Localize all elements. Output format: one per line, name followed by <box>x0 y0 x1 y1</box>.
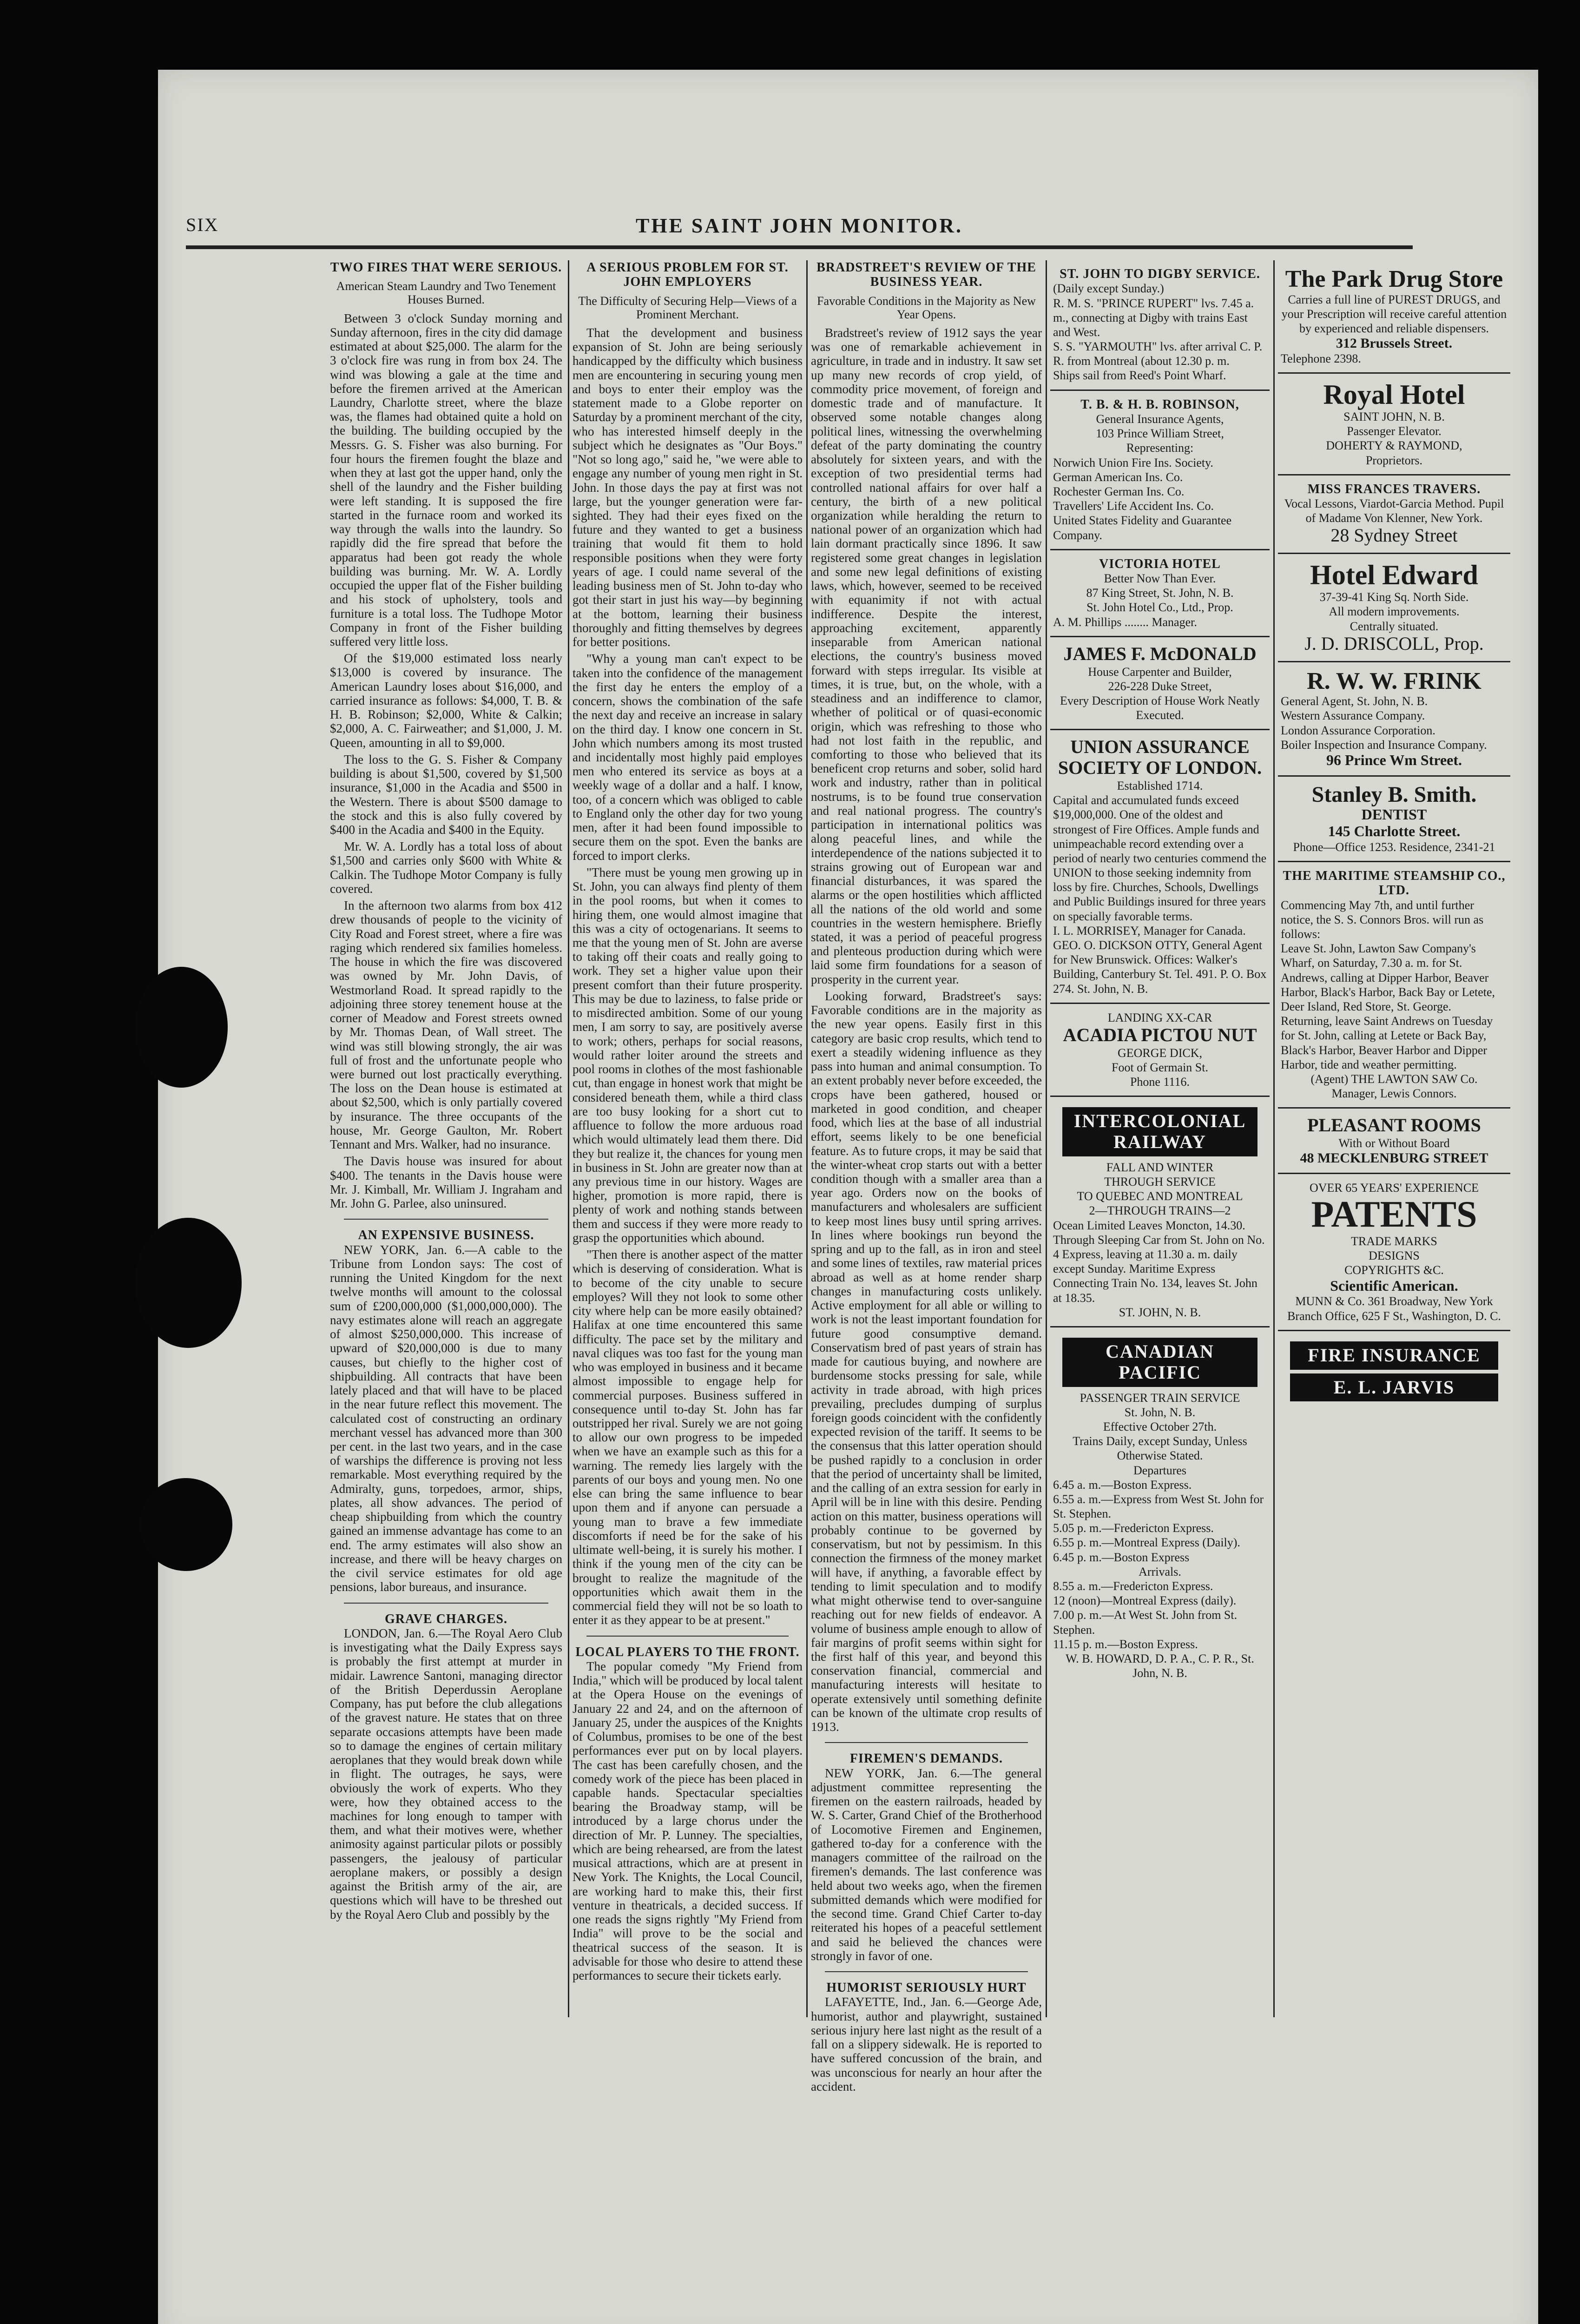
column-5 <box>1278 260 1510 2022</box>
ad-union-assurance <box>1050 730 1270 1004</box>
ad-line: Rochester German Ins. Co. <box>1053 484 1185 498</box>
ad-title: UNION ASSURANCE SOCIETY OF LONDON. <box>1058 736 1262 779</box>
ad-title: MISS FRANCES TRAVERS. <box>1307 482 1481 496</box>
ad-hotel-edward <box>1278 554 1510 662</box>
ad-line: Ocean Limited Leaves Moncton, 14.30. <box>1053 1218 1245 1232</box>
ad-line: Leave St. John, Lawton Saw Company's Wharf, on Saturday, 7.30 a. m. for St. Andrews, calling at Dipper Harbor, Beaver Harbor, Black's Harbor, Back Bay or Letete, Deer Island, Red Store, St. George. <box>1281 942 1495 1014</box>
ad-line: 103 Prince William Street, <box>1096 427 1224 441</box>
column-3 <box>811 260 1042 2093</box>
ad-line: Connecting Train No. 134, leaves St. John at 18.35. <box>1053 1276 1257 1305</box>
ad-line: Every Description of House Work Neatly Executed. <box>1060 694 1260 722</box>
ad-park-drug-store <box>1278 260 1510 374</box>
ad-fire-insurance <box>1278 1331 1510 1412</box>
ad-line: St. John Hotel Co., Ltd., Prop. <box>1086 601 1233 614</box>
masthead-rule <box>186 245 1413 249</box>
ad-line: Better Now Than Ever. <box>1104 572 1216 586</box>
ad-line: German American Ins. Co. <box>1053 470 1183 484</box>
ad-line: 226-228 Duke Street, <box>1108 679 1212 693</box>
article-paragraph: NEW YORK, Jan. 6.—A cable to the Tribune from London says: The cost of running the United Kingdom for the next twelve months will amount to the colossal sum of £200,000,000 ($1,000,000,000). The navy estimates alone will reach an aggregate of almost $250,000,000. This increase of upward of $20,000,000 is due to many causes, but chiefly to the higher cost of shipbuilding. All contracts that have been lately placed and that will have to be placed in the near future reflect this movement. The calculated cost of constructing an ordinary merchant vessel has advanced more than 300 per cent. in the last two years, and in the case of warships the difference is proving not less remarkable. Most everything required by the Admiralty, guns, torpedoes, armor, ships, plates, all show advances. The period of cheap shipbuilding from which the country gained an immense advantage has come to an end. The army estimates will also show an increase, and there will be heavy charges on the civil service estimates for old age pensions, labor bureaus, and insurance. <box>330 1242 562 1594</box>
article-paragraph: "Then there is another aspect of the matter which is deserving of consideration. What is to become of the city unable to secure employes? Will they not look to some other city where help can be more easily obtained? Halifax at one time encountered this same difficulty. The pace set by the military and naval cliques was too fast for the young man who was employed in business and it became almost impossible to engage help for commercial purposes. Business suffered in consequence until to-day St. John has far outstripped her rival. Surely we are not going to allow our own progress to be impeded when we have an example such as this for a warning. The remedy lies largely with the parents of our boys and young men. No one else can bring the same influence to bear upon them and if anyone can persuade a young man to brave a few immediate discomforts if need be for the sake of his ultimate well-being, it is surely his mother. I think if the young men of the city can be brought to realize the magnitude of the opportunities which await them in the commercial field they will not be so loath to enter it as they appear to be at present." <box>573 1248 803 1627</box>
ad-frink <box>1278 662 1510 777</box>
ad-line: Returning, leave Saint Andrews on Tuesday for St. John, calling at Letete or Back Bay, Black's Harbor, Beaver Harbor and Dipper Harbor, tide and weather permitting. <box>1281 1014 1493 1071</box>
article-paragraph: The popular comedy "My Friend from India," which will be produced by local talent at the Opera House on the evenings of January 22 and 24, and on the afternoon of January 25, under the auspices of the Knights of Columbus, promises to be one of the best performances ever put on by local players. The cast has been carefully chosen, and the comedy work of the piece has been placed in capable hands. Spectacular specialties bearing the Broadway stamp, will be introduced by a large chorus under the direction of Mr. P. Lunney. The specialties, which are being rehearsed, are from the latest musical attractions, which are at present in New York. The Knights, the Local Council, are working hard to make this, their first venture in theatricals, a decided success. If one reads the signs rightly "My Friend from India" will prove to be the social and theatrical success of the season. It is advisable for those who desire to attend these performances to secure their tickets early. <box>573 1659 803 1983</box>
ad-line: 37-39-41 King Sq. North Side. <box>1319 590 1469 604</box>
article-paragraph: That the development and business expansion of St. John are being seriously handicapped by the difficulty which business men are encountering in securing young men and boys to enter their employ was the statement made to a Globe reporter on Saturday by a prominent merchant of the city, who has interested himself deeply in the subject which he designates as "Our Boys." "Not so long ago," said he, "we were able to engage any number of young men right in St. John. In those days the pay at first was not large, but the younger generation were far-sighted. They had their eyes fixed on the future and they wanted to get a business training that would fit them to hold responsible positions when they were forty years of age. I could name several of the leading business men of St. John to-day who got their start in just his way—by beginning at the bottom, learning their business thoroughly and fitting themselves by degrees for better positions. <box>573 325 803 649</box>
headline: FIREMEN'S DEMANDS. <box>849 1751 1003 1766</box>
ad-line: I. L. MORRISEY, Manager for Canada. <box>1053 924 1246 938</box>
article-paragraph: NEW YORK, Jan. 6.—The general adjustment committee representing the firemen on the eastern railroads, headed by W. S. Carter, Grand Chief of the Brotherhood of Locomotive Firemen and Enginemen, gathered to-day for a conference with the managers committee of the railroad on the firemen's demands. The last conference was held about two weeks ago, when the firemen submitted demands which were modified for the second time. Grand Chief Carter to-day reiterated his hopes of a peaceful settlement and said he believed the chances were strongly in favor of one. <box>811 1766 1042 1963</box>
ad-line: Commencing May 7th, and until further notice, the S. S. Connors Bros. will run as follows: <box>1281 898 1484 941</box>
ad-line: Ships sail from Reed's Point Wharf. <box>1053 369 1226 383</box>
ad-line: Through Sleeping Car from St. John on No. 4 Express, leaving at 11.30 a. m. daily except Sunday. Maritime Express <box>1053 1233 1265 1276</box>
ad-title: R. W. W. FRINK <box>1307 667 1481 694</box>
headline: A SERIOUS PROBLEM FOR ST. JOHN EMPLOYERS <box>586 260 789 290</box>
ad-title: The Park Drug Store <box>1285 266 1503 292</box>
ad-line: Effective October 27th. <box>1103 1419 1217 1433</box>
ad-line: SAINT JOHN, N. B. <box>1343 409 1445 423</box>
ad-title: T. B. & H. B. ROBINSON, <box>1080 397 1239 412</box>
ad-line: GEO. O. DICKSON OTTY, General Agent for New Brunswick. Offices: Walker's Building, Canterbury St. Tel. 491. P. O. Box 274. St. John, N. B. <box>1053 938 1267 996</box>
ad-line: Centrally situated. <box>1350 619 1439 633</box>
article-paragraph: LAFAYETTE, Ind., Jan. 6.—George Ade, humorist, author and playwright, sustained serious injury here last night as the result of a fall on a slippery sidewalk. He is reported to have suffered concussion of the brain, and was unconscious for nearly an hour after the accident. <box>811 1995 1042 2093</box>
article-paragraph: LONDON, Jan. 6.—The Royal Aero Club is investigating what the Daily Express says is probably the first attempt at murder in midair. Lawrence Santoni, managing director of the British Deperdussin Aeroplane Company, has put before the club allegations of the gravest nature. He states that on three separate occasions attempts have been made so to damage the engines of certain military aeroplanes that they would break down while in flight. The outrages, he says, were obviously the work of experts. Who they were, how they obtained access to the machines for long enough to tamper with them, and what their motives were, whether animosity against particular pilots or possibly passengers, the jealousy of particular aeroplane makers, or possibly a design against the British army of the air, are questions which will have to be threshed out by the Royal Aero Club and possibly by the <box>330 1626 562 1921</box>
divider <box>825 1971 1028 1972</box>
ad-mcdonald <box>1050 637 1270 731</box>
ad-line: Departures <box>1133 1463 1187 1477</box>
railway-logo: INTERCOLONIAL RAILWAY <box>1062 1107 1257 1156</box>
ad-victoria-hotel <box>1050 550 1270 637</box>
ad-line: 2—THROUGH TRAINS—2 <box>1089 1204 1231 1218</box>
ad-intercolonial <box>1050 1097 1270 1327</box>
ad-line: S. S. "YARMOUTH" lvs. after arrival C. P. R. from Montreal (about 12.30 p. m. <box>1053 340 1263 368</box>
page-damage <box>135 1218 242 1348</box>
ad-robinson <box>1050 391 1270 550</box>
ad-stanley-smith <box>1278 777 1510 862</box>
ad-line: All modern improvements. <box>1329 605 1460 619</box>
ad-royal-hotel <box>1278 374 1510 475</box>
ad-acadia-coal <box>1050 1004 1270 1097</box>
ad-line: DOHERTY & RAYMOND, <box>1326 439 1462 453</box>
column-4 <box>1050 260 1270 2022</box>
ad-line: Passenger Elevator. <box>1347 424 1442 438</box>
ad-line: W. B. HOWARD, D. P. A., C. P. R., St. John, N. B. <box>1066 1651 1254 1680</box>
ad-line: United States Fidelity and Guarantee Company. <box>1053 514 1232 542</box>
ad-line: 7.00 p. m.—At West St. John from St. Stephen. <box>1053 1608 1238 1637</box>
ad-line: 6.55 a. m.—Express from West St. John for St. Stephen. <box>1053 1492 1264 1521</box>
ad-line: 6.45 p. m.—Boston Express <box>1053 1550 1190 1564</box>
ad-line: St. John, N. B. <box>1124 1405 1196 1419</box>
ad-line: Phone 1116. <box>1130 1075 1190 1089</box>
subhead: The Difficulty of Securing Help—Views of a Prominent Merchant. <box>578 294 797 321</box>
ad-line: R. M. S. "PRINCE RUPERT" lvs. 7.45 a. m., connecting at Digby with trains East and West. <box>1053 296 1254 339</box>
ad-line: FALL AND WINTER <box>1106 1160 1214 1174</box>
page-number: SIX <box>186 214 219 235</box>
ad-line: 11.15 p. m.—Boston Express. <box>1053 1637 1198 1651</box>
ad-line: 312 Brussels Street. <box>1336 336 1453 351</box>
ad-line: COPYRIGHTS &C. <box>1344 1263 1444 1277</box>
ad-patents <box>1278 1174 1510 1331</box>
column-1 <box>330 260 562 2022</box>
headline: GRAVE CHARGES. <box>385 1611 507 1626</box>
ad-line: Western Assurance Company. <box>1281 709 1425 723</box>
column-rule <box>1273 260 1275 2017</box>
ad-title: VICTORIA HOTEL <box>1099 556 1221 571</box>
ad-line: 12 (noon)—Montreal Express (daily). <box>1053 1594 1237 1608</box>
article-paragraph: Bradstreet's review of 1912 says the year was one of remarkable achievement in agriculture, in trade and in industry. It saw set up many new records of crop yield, of commodity price movement, of foreign and domestic trade and of manufacture. It observed some notable changes along political lines, witnessing the overwhelming defeat of the party dominating the country absolutely for sixteen years, and with the exception of two presidential terms had controlled national affairs for over half a century, the birth of a new political organization while heralding the return to national power of an organization which had lain dormant practically since 1896. It saw registered some great changes in legislation and some new legal definitions of existing laws, which, however, seemed to be received with equanimity if not with actual indifference. Despite the interest, approaching excitement, apparently inseparable from American national elections, the country's business moved forward with steps irregular. Its visible at times, it is true, but, on the whole, with a steadiness and an indifference to clamor, whether of political or of quasi-economic origin, which was refreshing to those who had not lost faith in the republic, and comforting to those who believed that its beneficent crop returns and sober, solid hard work and industry, rather than in political nostrums, is to be found true conservation and real national progress. The country's participation in international politics was along peaceful lines, and while the interdependence of the nations subjected it to strains growing out of European war and financial disturbances, it was spared the alarms or the open hostilities which afflicted all the nations of the old world and some countries in the western hemisphere. Briefly stated, it was a period of peaceful progress and plenteous production during which were laid some firm foundations for a season of prosperity in the current year. <box>811 325 1042 986</box>
ad-line: 5.05 p. m.—Fredericton Express. <box>1053 1521 1214 1535</box>
ad-line: 87 King Street, St. John, N. B. <box>1086 586 1234 600</box>
ad-line: London Assurance Corporation. <box>1281 723 1435 737</box>
ad-title: JAMES F. McDONALD <box>1063 643 1257 664</box>
ad-line: E. L. JARVIS <box>1290 1373 1498 1402</box>
ad-line: House Carpenter and Builder, <box>1088 665 1232 679</box>
ad-line: 48 MECKLENBURG STREET <box>1300 1150 1488 1166</box>
ad-line: 145 Charlotte Street. <box>1328 822 1461 839</box>
ad-pleasant-rooms <box>1278 1109 1510 1174</box>
ad-line: Manager, Lewis Connors. <box>1331 1087 1457 1101</box>
ad-line: 28 Sydney Street <box>1330 525 1458 546</box>
paper-title: THE SAINT JOHN MONITOR. <box>635 214 963 237</box>
ad-line: Travellers' Life Accident Ins. Co. <box>1053 499 1214 513</box>
ad-title: THE MARITIME STEAMSHIP CO., LTD. <box>1283 868 1506 898</box>
article-paragraph: Looking forward, Bradstreet's says: Favorable conditions are in the majority as the new year opens. Easily first in this category are basic crop results, which tend to exert a steadily widening influence as they pass into human and animal consumption. To an extent probably never before exceeded, the crops have been gathered, housed or marketed in good condition, and cheaper food, which lies at the base of all industrial effort, seems likely to be one beneficial feature. As to future crops, it may be said that the winter-wheat crop starts out with a better condition though with a smaller area than a year ago. Orders now on the books of manufacturers and wholesalers are sufficient to keep most lines busy until spring arrives. In lines where bookings run beyond the spring and up to the fall, as in iron and steel and some lines of textiles, raw material prices abroad as well as at home render sharp changes in manufacturing costs unlikely. Active employment for all able or willing to work is not the least important foundation for future good consumptive demand. Conservatism bred of past years of strain has made for cautious buying, and nowhere are burdensome stocks pressing for sale, while activity in trade abroad, with high prices prevailing, precludes dumping of surplus foreign goods coincident with the confidently expected revision of the tariff. It seems to be the consensus that this latter operation should be pushed rapidly to a conclusion in order that the period of uncertainty shall be limited, and the calling of an extra session for early in April will be in line with this desire. Pending action on this matter, business operations will probably continue to be governed by conservatism, but not by pessimism. In this connection the firmness of the money market will have, if anything, a favorable effect by tending to limit speculation and to modify what might otherwise tend to over-sanguine reaching out for new fields of endeavor. A volume of business ample enough to allow of fair margins of profit seems within sight for the first half of this year, and beyond this conservation financial, commercial and manufacturing interests will hesitate to operate extensively until something definite can be known of the ultimate crop results of 1913. <box>811 989 1042 1734</box>
ad-line: With or Without Board <box>1338 1136 1450 1150</box>
ad-line: ST. JOHN, N. B. <box>1119 1305 1201 1319</box>
divider <box>344 1219 548 1220</box>
ad-line: Proprietors. <box>1365 453 1423 467</box>
ad-line: 96 Prince Wm Street. <box>1326 751 1462 768</box>
ad-maritime-steamship <box>1278 862 1510 1109</box>
railway-logo: CANADIAN PACIFIC <box>1062 1338 1257 1387</box>
ad-line: General Insurance Agents, <box>1096 412 1224 426</box>
ad-line: Phone—Office 1253. Residence, 2341-21 <box>1293 840 1495 854</box>
column-2 <box>573 260 803 2022</box>
ad-title: PATENTS <box>1311 1194 1477 1235</box>
ad-digby-service <box>1050 260 1270 391</box>
article-paragraph: Of the $19,000 estimated loss nearly $13,000 is covered by insurance. The American Laundry loses about $16,000, and carried insurance as follows: $4,000, T. B. & H. B. Robinson; $2,000, White & Calkin; $2,000, A. C. Fairweather; and $1,000, J. M. Queen, amounting in all to $9,000. <box>330 651 562 750</box>
ad-line: LANDING XX-CAR <box>1107 1010 1212 1024</box>
ad-line: MUNN & Co. 361 Broadway, New York <box>1295 1294 1493 1308</box>
subhead: American Steam Laundry and Two Tenement Houses Burned. <box>336 279 556 307</box>
ad-line: General Agent, St. John, N. B. <box>1281 694 1428 708</box>
column-rule <box>806 260 808 2017</box>
ad-line: Arrivals. <box>1139 1565 1181 1578</box>
ad-title: FIRE INSURANCE <box>1290 1341 1498 1370</box>
ad-title: ACADIA PICTOU NUT <box>1063 1024 1257 1045</box>
ad-frances-travers <box>1278 475 1510 555</box>
ad-line: Norwich Union Fire Ins. Society. <box>1053 456 1213 469</box>
ad-title: PLEASANT ROOMS <box>1307 1115 1481 1136</box>
ad-line: A. M. Phillips ........ Manager. <box>1053 615 1197 629</box>
divider <box>344 1603 548 1604</box>
column-rule <box>1046 260 1047 2017</box>
ad-title: ST. JOHN TO DIGBY SERVICE. <box>1060 267 1260 281</box>
ad-canadian-pacific <box>1050 1327 1270 1687</box>
page-damage <box>135 967 228 1088</box>
article-paragraph: The loss to the G. S. Fisher & Company building is about $1,500, covered by $1,500 insurance, $1,000 in the Acadia and $500 in the Western. There is about $500 damage to the stock and this is also fully covered by $400 in the Acadia and $400 in the Equity. <box>330 752 562 837</box>
ad-line: J. D. DRISCOLL, Prop. <box>1304 633 1484 654</box>
headline: AN EXPENSIVE BUSINESS. <box>358 1228 534 1243</box>
ad-line: Telephone 2398. <box>1281 351 1361 365</box>
ad-line: Boiler Inspection and Insurance Company. <box>1281 738 1487 752</box>
ad-line: Foot of Germain St. <box>1112 1060 1208 1074</box>
headline: LOCAL PLAYERS TO THE FRONT. <box>575 1644 800 1659</box>
article-paragraph: In the afternoon two alarms from box 412 drew thousands of people to the vicinity of City Road and Forest street, where a fire was raging which rendered six families homeless. The house in which the fire was discovered was owned by Mr. John Davis, of Westmorland Road. It spread rapidly to the adjoining three storey tenement house at the corner of Meadow and Forest streets owned by Mr. Thomas Dean, of Wall street. The wind was still blowing strongly, the air was full of frost and the unfortunate people who were burned out lost practically everything. The loss on the Dean house is estimated at about $2,500, which is only partially covered by insurance. The three occupants of the house, Mr. George Gaulton, Mr. Robert Tennant and Mrs. Walker, had no insurance. <box>330 898 562 1152</box>
ad-line: Carries a full line of PUREST DRUGS, and your Prescription will receive careful attention by experienced and reliable dispensers. <box>1281 292 1507 335</box>
column-rule <box>568 260 569 2017</box>
subhead: Favorable Conditions in the Majority as New Year Opens. <box>817 294 1036 321</box>
ad-title: Royal Hotel <box>1323 379 1465 410</box>
article-paragraph: Mr. W. A. Lordly has a total loss of about $1,500 and carries only $600 with White & Calkin. The Tudhope Motor Company is fully covered. <box>330 839 562 896</box>
ad-line: Established 1714. <box>1117 779 1203 792</box>
ad-line: (Agent) THE LAWTON SAW Co. <box>1310 1072 1478 1086</box>
ad-line: DESIGNS <box>1369 1249 1420 1263</box>
ad-line: 6.45 a. m.—Boston Express. <box>1053 1478 1192 1492</box>
ad-line: GEORGE DICK, <box>1118 1046 1202 1060</box>
ad-line: Scientific American. <box>1330 1277 1458 1294</box>
article-paragraph: "Why a young man can't expect to be taken into the confidence of the management the first day he enters the employ of a concern, shows the combination of the safe the next day and receive an increase in salary on the third day. I know one concern in St. John which numbers among its most trusted and incidentally most highly paid employes men who entered its service as boys at a weekly wage of a dollar and a half. I know, too, of a concern which was obliged to cable to England only the other day for two young men, after it had been found impossible to secure them on the spot. Even the banks are forced to import clerks. <box>573 652 803 863</box>
article-paragraph: Between 3 o'clock Sunday morning and Sunday afternoon, fires in the city did damage estimated at about $25,000. The alarm for the 3 o'clock fire was rung in from box 24. The wind was blowing a gale at the time and before the firemen arrived at the American Laundry, Charlotte street, where the blaze was, the flames had obtained quite a hold on the building. The building occupied by the Messrs. G. S. Fisher was also burning. For four hours the firemen fought the blaze and when they at last got the upper hand, only the shell of the laundry and the Fisher building were left standing. It is supposed the fire started in the furnace room and worked its way through the walls into the laundry. So rapidly did the fire spread that before the apparatus had been got ready the whole building was burning. Mr. W. A. Lordly occupied the upper flat of the Fisher building and his stock of upholstery, tools and furniture is a total loss. The Tudhope Motor Company in front of the Fisher building suffered very little loss. <box>330 311 562 648</box>
ad-line: Representing: <box>1126 441 1194 455</box>
headline: HUMORIST SERIOUSLY HURT <box>826 1981 1027 1995</box>
headline: BRADSTREET'S REVIEW OF THE BUSINESS YEAR. <box>816 260 1036 290</box>
ad-line: TO QUEBEC AND MONTREAL <box>1077 1189 1243 1203</box>
divider <box>586 1636 789 1637</box>
page-damage <box>139 1478 232 1571</box>
ad-line: THROUGH SERVICE <box>1104 1175 1216 1189</box>
ad-title: Stanley B. Smith. <box>1311 782 1477 807</box>
ad-line: TRADE MARKS <box>1351 1235 1437 1248</box>
article-paragraph: "There must be young men growing up in St. John, you can always find plenty of them in the pool rooms, but when it comes to hiring them, one would almost imagine that this was a city of octogenarians. It seems to me that the young men of St. John are averse to taking off their coats and really going to work. They set a higher value upon their present comfort than their future prosperity. This may be due to laziness, to false pride or to misdirected ambition. Some of our young men, I am sorry to say, are positively averse to work; others, perhaps for social reasons, would rather loiter around the streets and pool rooms in clothes of the most fashionable cut, than engage in honest work that might be considered beneath them, while a third class are too busy looking for a short cut to affluence to follow the more arduous road which would ultimately lead them there. Did they but realize it, the chances for young men in business in St. John are greater now than at any previous time in our history. Wages are higher, promotion is more rapid, there is plenty of work and nothing stands between them and success if they were more ready to grasp the opportunities which abound. <box>573 865 803 1245</box>
ad-line: Vocal Lessons, Viardot-Garcia Method. Pupil of Madame Von Klenner, New York. <box>1284 497 1504 525</box>
ad-title: Hotel Edward <box>1310 560 1478 591</box>
ad-line: PASSENGER TRAIN SERVICE <box>1080 1391 1240 1405</box>
ad-line: DENTIST <box>1361 806 1427 823</box>
headline: TWO FIRES THAT WERE SERIOUS. <box>330 260 562 275</box>
ad-line: 6.55 p. m.—Montreal Express (Daily). <box>1053 1536 1240 1550</box>
ad-line: 8.55 a. m.—Fredericton Express. <box>1053 1579 1213 1593</box>
article-paragraph: The Davis house was insured for about $400. The tenants in the Davis house were Mr. J. Kimball, Mr. William J. Ingraham and Mr. John G. Parlee, also uninsured. <box>330 1154 562 1211</box>
divider <box>825 1742 1028 1743</box>
ad-line: Branch Office, 625 F St., Washington, D. C. <box>1287 1309 1501 1323</box>
ad-line: OVER 65 YEARS' EXPERIENCE <box>1309 1181 1479 1195</box>
ad-line: (Daily except Sunday.) <box>1053 282 1164 296</box>
ad-line: Capital and accumulated funds exceed $19,000,000. One of the oldest and strongest of Fire Offices. Ample funds and unimpeachable record extending over a period of nearly two centuries commend the UNION to those seeking indemnity from loss by fire. Churches, Schools, Dwellings and Public Buildings insured for three years on specially favorable terms. <box>1053 793 1267 923</box>
ad-line: Trains Daily, except Sunday, Unless Otherwise Stated. <box>1073 1434 1247 1463</box>
masthead <box>186 214 1413 242</box>
